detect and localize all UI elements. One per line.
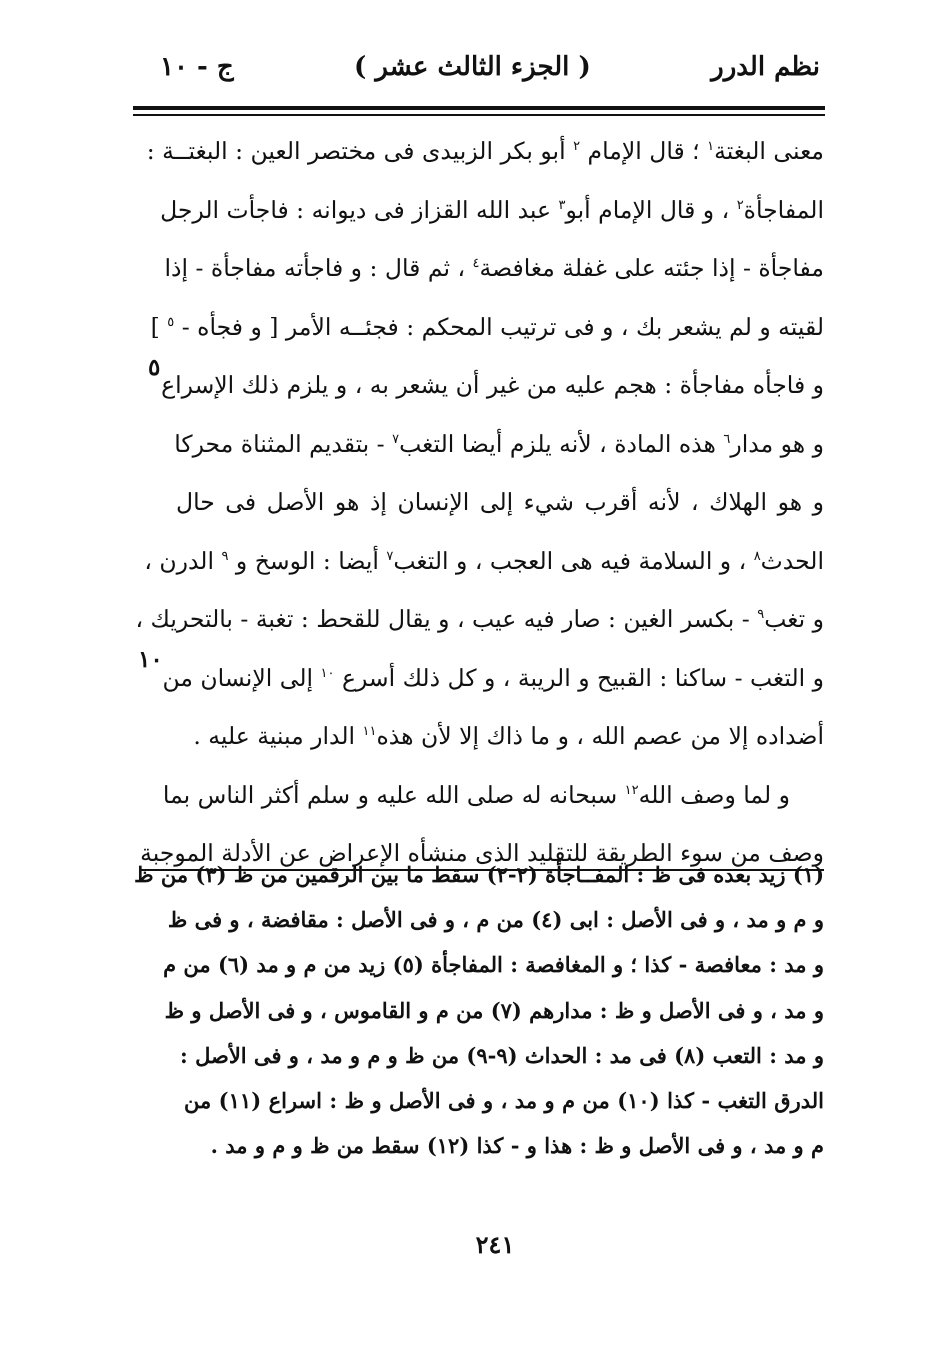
header-rule-thin — [133, 114, 825, 116]
text-line: الحدث$^٨$ ، و السلامة فيه هى العجب ، و التغب$^٧$ أيضا : الوسخ و $^٩$ الدرن ، — [144, 546, 824, 575]
text-line: وصف من سوء الطريقة للتقليد الذى منشأه الإعراض عن الأدلة الموجبة — [140, 839, 824, 867]
footnote-line: و م و مد ، و فى الأصل : ابى (٤) من م ، و فى الأصل : مقافضة ، و فى ظ — [167, 907, 824, 933]
text-line: و هو الهلاك ، لأنه أقرب شيء إلى الإنسان إذ هو الأصل فى حال — [176, 488, 824, 516]
footnote-line: و مد : معافصة - كذا ؛ و المغافصة : المفاجأة (٥) زيد من م و مد (٦) من م — [163, 952, 824, 978]
text-line: مفاجأة - إذا جئته على غفلة مغافصة$^٤$ ، ثم قال : و فاجأته مفاجأة - إذا — [164, 254, 824, 282]
text-line: و تغب$^٩$ - بكسر الغين : صار فيه عيب ، و يقال للقحط : تغبة - بالتحريك ، — [135, 605, 824, 633]
running-header — [160, 44, 820, 90]
text-line: معنى البغتة$^١$ ؛ قال الإمام $^٢$ أبو بكر الزبيدى فى مختصر العين : البغتــة : — [146, 137, 824, 165]
main-text — [135, 122, 824, 883]
footnote-line: الدرق التغب - كذا (١٠) من م و مد ، و فى الأصل و ظ : اسراع (١١) من — [184, 1087, 825, 1113]
part-label: ( الجزء الثالث عشر ) — [354, 52, 591, 82]
footnotes — [134, 852, 825, 1168]
text-line: و لما وصف الله$^{١٢}$ سبحانه له صلى الله عليه و سلم أكثر الناس بما — [162, 780, 790, 809]
line-number-10: ١٠ — [138, 646, 163, 673]
volume-reference: ج - ١٠ — [160, 52, 234, 82]
footnote-line: و مد : التعب (٨) فى مد : الحداث (٩-٩) من ظ و م و مد ، و فى الأصل : — [180, 1042, 824, 1068]
footnote-line: م و مد ، و فى الأصل و ظ : هذا و - كذا (١٢) سقط من ظ و م و مد . — [210, 1133, 824, 1159]
text-line: أضداده إلا من عصم الله ، و ما ذاك إلا لأن هذه$^{١١}$ الدار مبنية عليه . — [193, 722, 824, 750]
footnote-line: (١) زيد بعده فى ظ : المفــاجأة (٢-٢) سقط ما بين الرقمين من ظ (٣) من ظ — [134, 862, 824, 887]
line-number-5: ٥ — [148, 354, 161, 381]
book-title: نظم الدرر — [711, 52, 820, 82]
text-line: و هو مدار$^٦$ هذه المادة ، لأنه يلزم أيضا التغب$^٧$ - بتقديم المثناة محركا — [174, 429, 824, 458]
footnote-line: و مد ، و فى الأصل و ظ : مدارهم (٧) من م و القاموس ، و فى الأصل و ظ — [164, 997, 824, 1023]
text-line: و التغب - ساكنا : القبيح و الريبة ، و كل ذلك أسرع $^{١٠}$ إلى الإنسان من — [162, 663, 824, 692]
text-line: و فاجأه مفاجأة : هجم عليه من غير أن يشعر به ، و يلزم ذلك الإسراع — [161, 371, 824, 399]
header-rule-thick — [133, 106, 825, 110]
text-line: لقيته و لم يشعر بك ، و فى ترتيب المحكم : فجئــه الأمر [ و فجأه - $^٥$ ] — [150, 312, 824, 341]
text-line: المفاجأة$^٢$ ، و قال الإمام أبو$^٣$ عبد الله القزاز فى ديوانه : فاجأت الرجل — [160, 195, 824, 224]
page-number: ٢٤١ — [475, 1230, 515, 1259]
